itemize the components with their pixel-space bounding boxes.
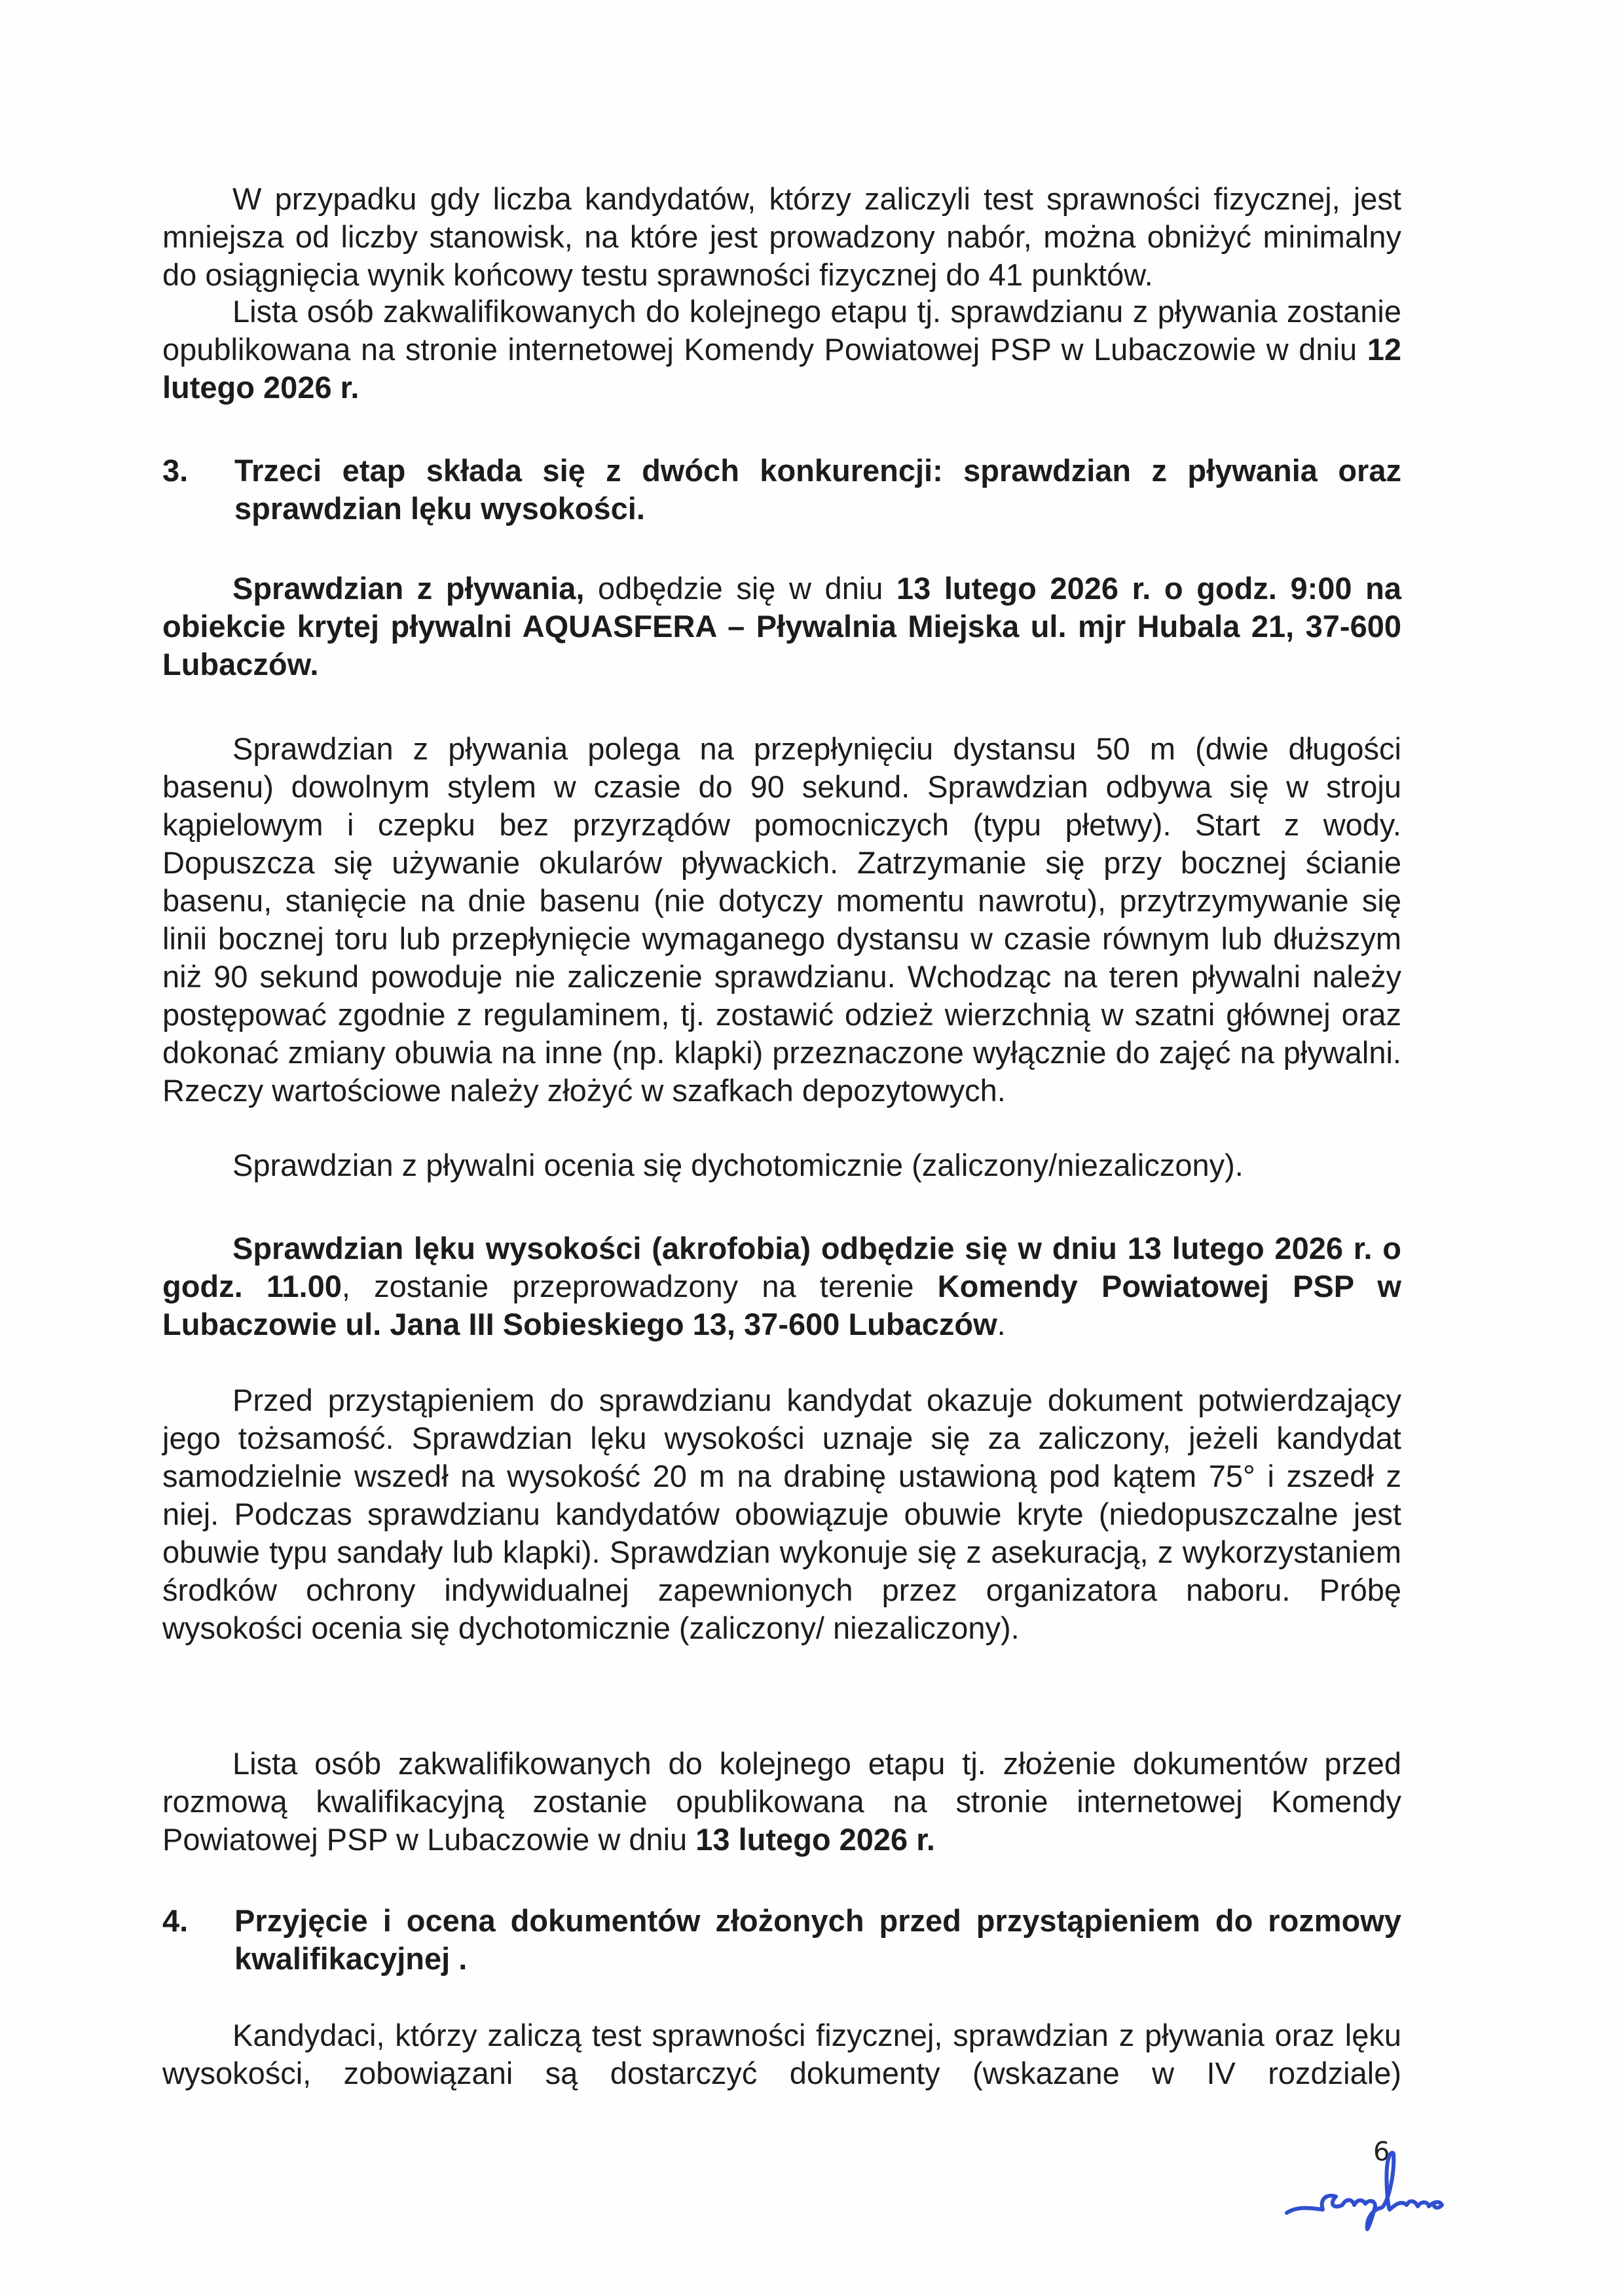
section-title: Trzeci etap składa się z dwóch konkurencji: sprawdzian z pływania oraz sprawdzian lęku wysokości.: [234, 453, 1401, 526]
height-test-date: Sprawdzian lęku wysokości (akrofobia) odbędzie się w dniu 13 lutego 2026 r. o godz. 11.00: [162, 1231, 1401, 1303]
height-test-rules: [162, 1381, 1401, 1647]
section-title: Przyjęcie i ocena dokumentów złożonych przed przystąpieniem do rozmowy kwalifikacyjnej .: [234, 1903, 1401, 1976]
swimming-test-date-location: 13 lutego 2026 r. o godz. 9:00 na obiekcie krytej pływalni AQUASFERA – Pływalnia Miejska ul. mjr Hubala 21, 37-600 Lubaczów.: [162, 571, 1401, 682]
period: .: [997, 1307, 1006, 1341]
publication-date: 13 lutego 2026 r.: [695, 1822, 935, 1857]
paragraph-text: Kandydaci, którzy zaliczą test sprawności fizycznej, sprawdzian z pływania oraz lęku wysokości, zobowiązani są dostarczyć dokumenty (wskazane w IV rozdziale): [162, 2018, 1401, 2090]
handwritten-signature: [1283, 2147, 1454, 2232]
height-test-schedule: [162, 1230, 1401, 1343]
paragraph-text: Lista osób zakwalifikowanych do kolejnego etapu tj. sprawdzianu z pływania zostanie opublikowana na stronie internetowej Komendy Powiatowej PSP w Lubaczowie w dniu: [162, 294, 1401, 367]
swimming-test-rules: [162, 730, 1401, 1110]
swimming-test-label: Sprawdzian z pływania,: [232, 571, 585, 606]
paragraph-qualified-list-documents: [162, 1745, 1401, 1859]
publication-date: 12 lutego 2026 r.: [162, 332, 1401, 405]
paragraph-text: Lista osób zakwalifikowanych do kolejnego etapu tj. złożenie dokumentów przed rozmową kwalifikacyjną zostanie opublikowana na stronie internetowej Komendy Powiatowej PSP w Lubaczowie w dniu: [162, 1746, 1401, 1857]
paragraph-minimum-score: [162, 180, 1401, 294]
paragraph-qualified-list-swimming: [162, 293, 1401, 407]
signature-stroke: [1287, 2153, 1442, 2229]
page-number: 6: [1373, 2137, 1390, 2167]
paragraph-candidates-documents: [162, 2016, 1401, 2092]
paragraph-text: Sprawdzian z pływalni ocenia się dychotomicznie (zaliczony/niezaliczony).: [232, 1148, 1244, 1182]
paragraph-text: Sprawdzian z pływania polega na przepłynięciu dystansu 50 m (dwie długości basenu) dowolnym stylem w czasie do 90 sekund. Sprawdzian odbywa się w stroju kąpielowym i czepku bez przyrządów pomocniczych (typu płetwy). Start z wody. Dopuszcza się używanie okularów pływackich. Zatrzymanie się przy bocznej ścianie basenu, stanięcie na dnie basenu (nie dotyczy momentu nawrotu), przytrzymywanie się linii bocznej toru lub przepłynięcie wymaganego dystansu w czasie równym lub dłuższym niż 90 sekund powoduje nie zaliczenie sprawdzianu. Wchodząc na teren pływalni należy postępować zgodnie z regulaminem, tj. zostawić odzież wierzchnią w szatni głównej oraz dokonać zmiany obuwia na inne (np. klapki) przeznaczone wyłącznie do zajęć na pływalni. Rzeczy wartościowe należy złożyć w szafkach depozytowych.: [162, 731, 1401, 1108]
height-test-location: Komendy Powiatowej PSP w Lubaczowie ul. Jana III Sobieskiego 13, 37-600 Lubaczów: [162, 1269, 1401, 1341]
section-3-heading: [162, 452, 1401, 528]
section-number: 3.: [162, 453, 189, 488]
paragraph-text: Przed przystąpieniem do sprawdzianu kandydat okazuje dokument potwierdzający jego tożsamość. Sprawdzian lęku wysokości uznaje się za zaliczony, jeżeli kandydat samodzielnie wszedł na wysokość 20 m na drabinę ustawioną pod kątem 75° i zszedł z niej. Podczas sprawdzianu kandydatów obowiązuje obuwie kryte (niedopuszczalne jest obuwie typu sandały lub klapki). Sprawdzian wykonuje się z asekuracją, z wykorzystaniem środków ochrony indywidualnej zapewnionych przez organizatora naboru. Próbę wysokości ocenia się dychotomicznie (zaliczony/ niezaliczony).: [162, 1383, 1401, 1645]
swimming-test-grading: [162, 1146, 1401, 1184]
section-4-heading: [162, 1902, 1401, 1978]
schedule-text: odbędzie się w dniu: [584, 571, 896, 606]
schedule-text: , zostanie przeprowadzony na terenie: [341, 1269, 938, 1303]
paragraph-text: W przypadku gdy liczba kandydatów, którzy zaliczyli test sprawności fizycznej, jest mniejsza od liczby stanowisk, na które jest prowadzony nabór, można obniżyć minimalny do osiągnięcia wynik końcowy testu sprawności fizycznej do 41 punktów.: [162, 181, 1401, 292]
swimming-test-schedule: [162, 570, 1401, 683]
section-number: 4.: [162, 1903, 189, 1938]
